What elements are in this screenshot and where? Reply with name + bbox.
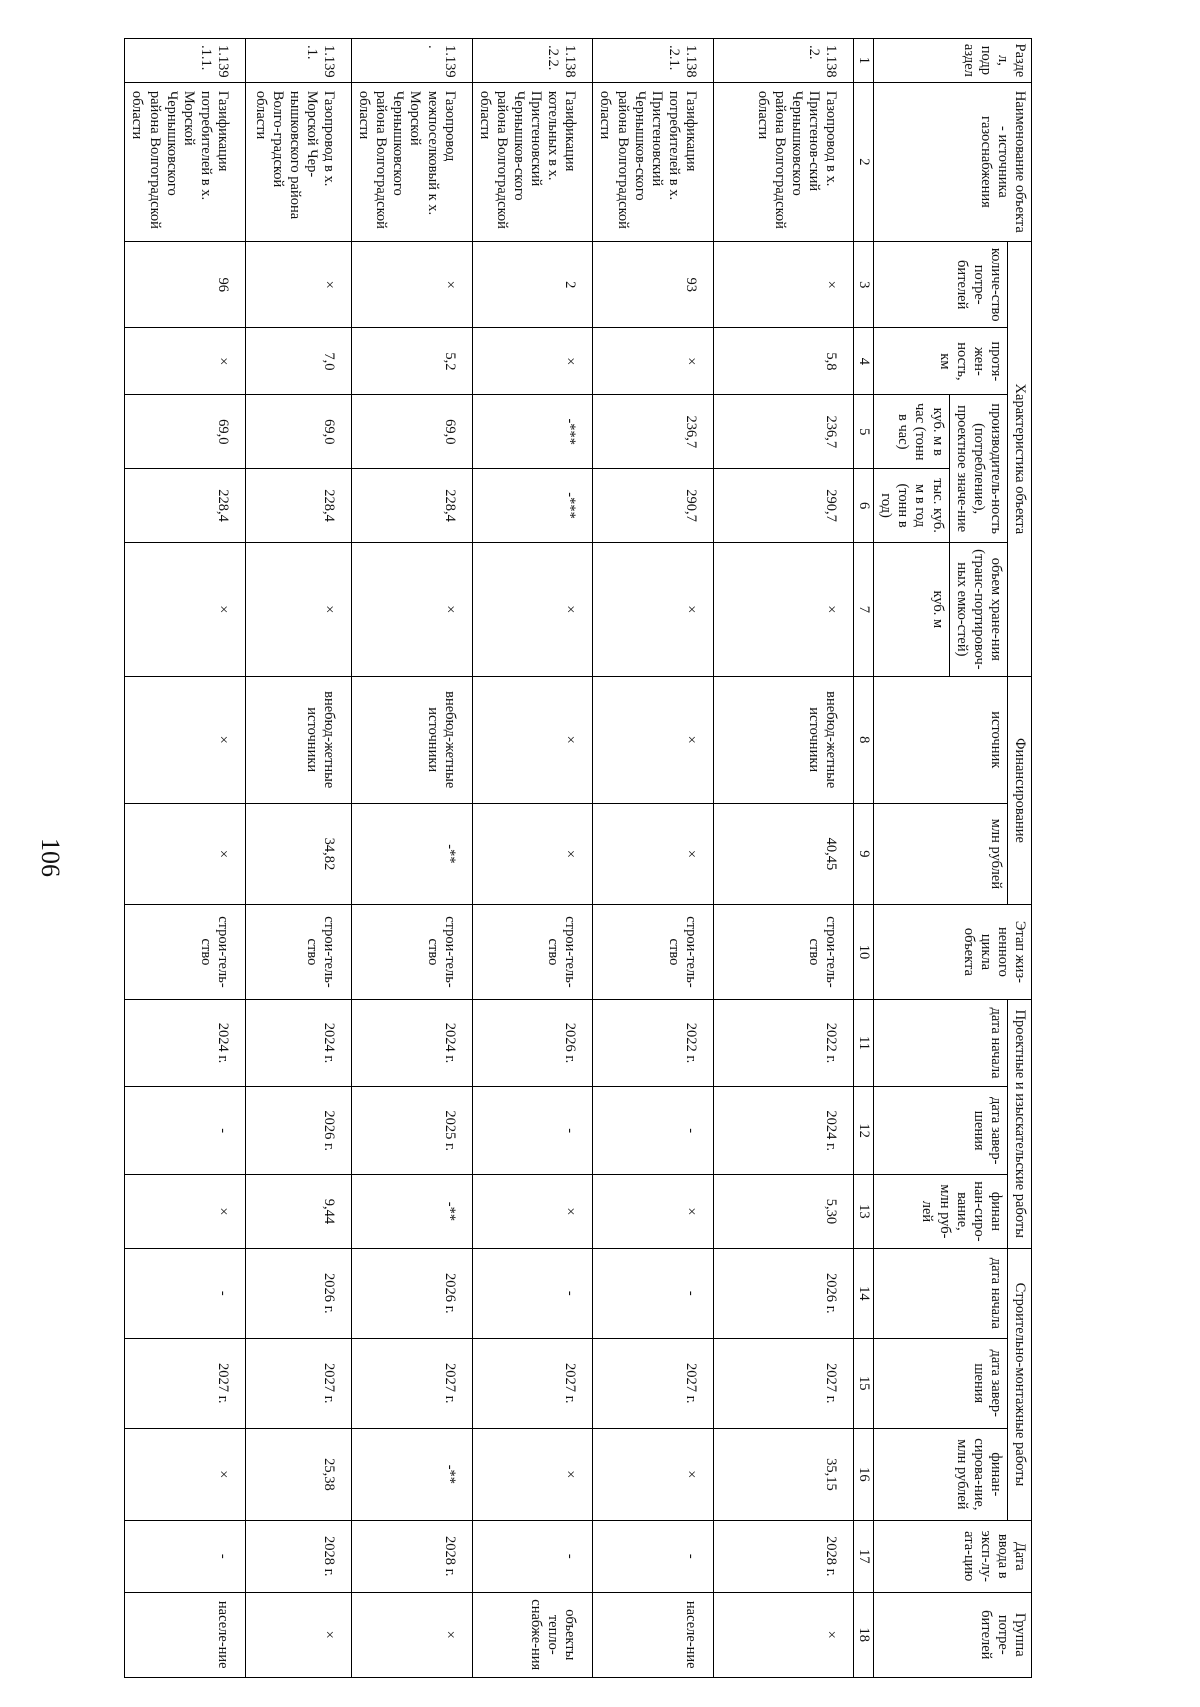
table-cell: 2027 г. (593, 1338, 714, 1428)
table-cell: 96 (125, 241, 246, 327)
table-cell: 2026 г. (714, 1248, 854, 1338)
header-consumers-count: количе-ство потре-бителей (874, 241, 1008, 327)
table-cell: × (593, 328, 714, 395)
table-cell: - (593, 1521, 714, 1593)
table-cell: × (714, 542, 854, 676)
section-code-cell: 1.139.1. (246, 39, 352, 83)
header-design-end: дата завер-шения (874, 1087, 1008, 1175)
table-cell: 2022 г. (714, 999, 854, 1087)
header-cap-hour: куб. м в час (тонн в час) (874, 395, 949, 469)
header-length: протя-жен-ность, км (874, 328, 1008, 395)
table-cell: - (472, 1521, 593, 1593)
table-cell: 2027 г. (246, 1338, 352, 1428)
table-row (352, 39, 473, 1678)
table-cell: 2026 г. (472, 999, 593, 1087)
table-cell: 2022 г. (593, 999, 714, 1087)
table-cell: 5,30 (714, 1175, 854, 1249)
table-cell: × (472, 676, 593, 803)
header-cap-year: тыс. куб. м в год (тонн в год) (874, 469, 949, 543)
table-cell: - (593, 1087, 714, 1175)
table-cell: × (125, 676, 246, 803)
table-cell: 5,8 (714, 328, 854, 395)
table-row (593, 39, 714, 1678)
column-number: 15 (854, 1338, 874, 1428)
column-number: 12 (854, 1087, 874, 1175)
table-cell: 2024 г. (125, 999, 246, 1087)
table-cell: 228,4 (246, 469, 352, 543)
table-cell: -** (352, 803, 473, 905)
table-cell: - (472, 1087, 593, 1175)
table-row (472, 39, 593, 1678)
header-financing: Финансирование (1007, 676, 1031, 904)
object-name-cell: Газификация потребителей в х. Морской Чернышковского района Волгоградской области (125, 82, 246, 241)
table-cell: 2028 г. (246, 1521, 352, 1593)
column-number: 9 (854, 803, 874, 905)
table-cell: -** (352, 1428, 473, 1520)
table-cell: внебюд-жетные источники (246, 676, 352, 803)
table-cell: × (593, 1175, 714, 1249)
table-cell: 69,0 (246, 395, 352, 469)
table-cell: строи-тель-ство (593, 905, 714, 1000)
header-consumer-group: Группа потре-бителей (874, 1592, 1032, 1677)
table-cell: × (472, 542, 593, 676)
section-code-cell: 1.138.2. (714, 39, 854, 83)
table-cell: 69,0 (125, 395, 246, 469)
column-number: 4 (854, 328, 874, 395)
table-cell: × (352, 542, 473, 676)
table-cell: 290,7 (593, 469, 714, 543)
object-name-cell: Газификация котельных в х. Пристеновский Чернышков-ского района Волгоградской области (472, 82, 593, 241)
table-cell: × (593, 676, 714, 803)
table-cell: 2027 г. (472, 1338, 593, 1428)
table-cell: 93 (593, 241, 714, 327)
header-characteristics: Характеристика объекта (1007, 241, 1031, 676)
column-number: 11 (854, 999, 874, 1087)
table-cell: 2027 г. (714, 1338, 854, 1428)
column-number: 7 (854, 542, 874, 676)
table-cell: × (352, 1592, 473, 1677)
table-cell: × (125, 328, 246, 395)
object-name-cell: Газификация потребителей в х. Пристеновский Чернышков-ского района Волгоградской области (593, 82, 714, 241)
header-construction-end: дата завер-шения (874, 1338, 1008, 1428)
table-cell: - (593, 1248, 714, 1338)
table-cell: 2024 г. (352, 999, 473, 1087)
table-cell: × (714, 241, 854, 327)
header-storage: объем хране-ния (транс-портировоч-ных емко-стей) (949, 542, 1007, 676)
table-cell: × (352, 241, 473, 327)
table-cell: строи-тель-ство (714, 905, 854, 1000)
table-cell: внебюд-жетные источники (714, 676, 854, 803)
table-cell: 228,4 (352, 469, 473, 543)
table-cell: × (472, 328, 593, 395)
table-cell: 2026 г. (246, 1248, 352, 1338)
table-cell: - (125, 1521, 246, 1593)
section-code-cell: 1.138.2.1. (593, 39, 714, 83)
header-construction-start: дата начала (874, 1248, 1008, 1338)
table-cell: × (593, 1428, 714, 1520)
object-name-cell: Газопровод в х. Пристенов-ский Чернышковского района Волгоградской области (714, 82, 854, 241)
table-cell: строи-тель-ство (352, 905, 473, 1000)
table-cell: × (246, 542, 352, 676)
table-cell: × (593, 542, 714, 676)
table-cell: населе-ние (125, 1592, 246, 1677)
table-cell: × (714, 1592, 854, 1677)
page-number: 106 (36, 838, 65, 877)
table-cell: населе-ние (593, 1592, 714, 1677)
header-mln-rub: млн рублей (874, 803, 1008, 905)
table-cell: 69,0 (352, 395, 473, 469)
table-cell: строи-тель-ство (125, 905, 246, 1000)
table-cell: внебюд-жетные источники (352, 676, 473, 803)
table-cell: 35,15 (714, 1428, 854, 1520)
table-cell: 2026 г. (352, 1248, 473, 1338)
table-cell: × (125, 803, 246, 905)
header-commissioning: Дата ввода в эксп-лу-ата-цию (874, 1521, 1032, 1593)
table-cell: 236,7 (593, 395, 714, 469)
column-number: 1 (854, 39, 874, 83)
table-cell: × (246, 1592, 352, 1677)
table-cell: 2025 г. (352, 1087, 473, 1175)
column-number: 13 (854, 1175, 874, 1249)
table-cell: 290,7 (714, 469, 854, 543)
header-construction: Строительно-монтажные работы (1007, 1248, 1031, 1520)
table-cell: 2028 г. (714, 1521, 854, 1593)
header-stage: Этап жиз-ненного цикла объекта (874, 905, 1032, 1000)
column-number: 18 (854, 1592, 874, 1677)
table-cell: строи-тель-ство (246, 905, 352, 1000)
table-cell: 5,2 (352, 328, 473, 395)
header-construction-financing: финан-сирова-ние, млн рублей (874, 1428, 1008, 1520)
header-design-financing: финан нан-сиро-вание, млн руб-лей (874, 1175, 1008, 1249)
header-source: источник (874, 676, 1008, 803)
table-cell: × (472, 803, 593, 905)
table-cell: 25,38 (246, 1428, 352, 1520)
table-cell: строи-тель-ство (472, 905, 593, 1000)
column-numbers-row (854, 39, 874, 1678)
table-cell: -** (352, 1175, 473, 1249)
table-cell: 2028 г. (352, 1521, 473, 1593)
header-name: Наименование объекта - источника газоснабжения (874, 82, 1032, 241)
table-cell: объекты тепло-снабже-ния (472, 1592, 593, 1677)
table-cell: × (472, 1175, 593, 1249)
table-cell: - (472, 1248, 593, 1338)
table-cell: 7,0 (246, 328, 352, 395)
header-section: Раздел, подраздел (874, 39, 1032, 83)
column-number: 17 (854, 1521, 874, 1593)
header-design: Проектные и изыскательские работы (1007, 999, 1031, 1248)
column-number: 16 (854, 1428, 874, 1520)
table-cell: 2027 г. (125, 1338, 246, 1428)
table-cell: 40,45 (714, 803, 854, 905)
section-code-cell: 1.139.1.1. (125, 39, 246, 83)
table-cell: 236,7 (714, 395, 854, 469)
table-row (714, 39, 854, 1678)
object-name-cell: Газопровод в х. Морской Чер-нышковского района Волго-градской области (246, 82, 352, 241)
table-cell: × (125, 1428, 246, 1520)
table-cell: × (125, 542, 246, 676)
column-number: 5 (854, 395, 874, 469)
table-body (125, 39, 854, 1678)
table-cell: -*** (472, 469, 593, 543)
table-cell: 2 (472, 241, 593, 327)
table-cell: -*** (472, 395, 593, 469)
table-cell: - (125, 1248, 246, 1338)
table-row (246, 39, 352, 1678)
table-cell: × (593, 803, 714, 905)
table-cell: × (125, 1175, 246, 1249)
table-cell: × (472, 1428, 593, 1520)
gas-supply-table (124, 38, 1032, 1678)
header-storage-unit: куб. м (874, 542, 949, 676)
table-cell: 2024 г. (714, 1087, 854, 1175)
table-cell: - (125, 1087, 246, 1175)
column-number: 8 (854, 676, 874, 803)
column-number: 10 (854, 905, 874, 1000)
section-code-cell: 1.138.2.2. (472, 39, 593, 83)
table-cell: 228,4 (125, 469, 246, 543)
table-cell: × (246, 241, 352, 327)
column-number: 6 (854, 469, 874, 543)
section-code-cell: 1.139. (352, 39, 473, 83)
column-number: 2 (854, 82, 874, 241)
header-design-start: дата начала (874, 999, 1008, 1087)
header-capacity: производитель-ность (потребление), проектное значе-ние (949, 395, 1007, 543)
column-number: 14 (854, 1248, 874, 1338)
table-cell: 9,44 (246, 1175, 352, 1249)
table-cell: 2027 г. (352, 1338, 473, 1428)
table-row (125, 39, 246, 1678)
table-cell: 34,82 (246, 803, 352, 905)
table-cell: 2024 г. (246, 999, 352, 1087)
object-name-cell: Газопровод межпоселковый к х. Морской Чернышковского района Волгоградской области (352, 82, 473, 241)
column-number: 3 (854, 241, 874, 327)
table-cell: 2026 г. (246, 1087, 352, 1175)
